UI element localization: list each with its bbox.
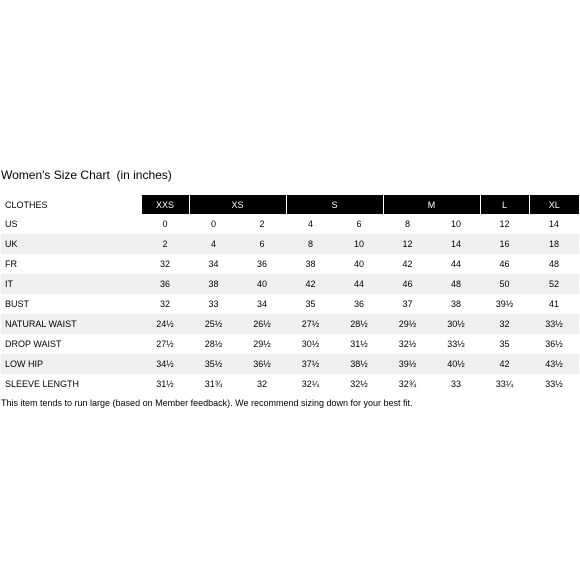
size-chart-table: [1, 195, 579, 394]
size-value-cell: 52: [529, 274, 579, 294]
size-value-cell: 10: [451, 219, 462, 229]
size-value-cell: 48: [549, 259, 560, 269]
size-value-cell: 24½: [141, 314, 189, 334]
size-value-cell: 36: [141, 274, 189, 294]
measurement-label: UK: [1, 234, 141, 254]
size-value-cell: 44: [451, 259, 462, 269]
size-value-cell: 33: [451, 379, 462, 389]
size-value-cell: 34: [257, 299, 268, 309]
size-value-cell: 46: [499, 259, 510, 269]
size-header-row: [1, 195, 579, 214]
size-value-cell: 10: [335, 234, 383, 254]
size-value-cell: 38: [451, 299, 462, 309]
size-value-cell: 39½: [495, 299, 514, 309]
table-row: [1, 314, 579, 334]
size-value-cell: 40: [354, 259, 365, 269]
size-value-cell: 4: [189, 234, 238, 254]
size-group-header: XS: [189, 195, 286, 214]
size-value-cell: 36: [354, 299, 365, 309]
size-value-cell: 31¾: [204, 379, 223, 389]
size-value-cell: 0: [210, 219, 216, 229]
table-row: [1, 374, 579, 394]
size-value-cell: 25½: [189, 314, 238, 334]
size-value-cell: 40½: [432, 354, 480, 374]
size-value-cell: 30½: [432, 314, 480, 334]
size-value-cell: 8: [405, 219, 411, 229]
size-value-cell: 4: [308, 219, 314, 229]
size-value-cell: 14: [432, 234, 480, 254]
size-value-cell: 32: [159, 259, 170, 269]
size-value-cell: 32½: [398, 339, 417, 349]
size-value-cell: 14: [549, 219, 560, 229]
size-value-cell: 33½: [447, 339, 465, 349]
size-value-cell: 34: [208, 259, 219, 269]
size-value-cell: 36½: [545, 339, 563, 349]
size-value-cell: 32¾: [398, 379, 417, 389]
size-value-cell: 46: [383, 274, 432, 294]
size-value-cell: 39½: [383, 354, 432, 374]
size-value-cell: 32: [257, 379, 268, 389]
measurement-label: FR: [5, 259, 17, 269]
table-row: [1, 214, 579, 234]
size-value-cell: 28½: [335, 314, 383, 334]
measurement-label: NATURAL WAIST: [1, 314, 141, 334]
size-value-cell: 27½: [156, 339, 174, 349]
size-value-cell: 8: [286, 234, 335, 254]
size-value-cell: 33: [208, 299, 219, 309]
size-value-cell: 41: [549, 299, 560, 309]
table-row: [1, 334, 579, 354]
size-value-cell: 2: [141, 234, 189, 254]
size-value-cell: 36½: [238, 354, 286, 374]
size-value-cell: 2: [259, 219, 265, 229]
size-value-cell: 32¼: [301, 379, 320, 389]
size-group-header: XXS: [141, 195, 189, 214]
size-value-cell: 33¼: [495, 379, 514, 389]
size-value-cell: 6: [356, 219, 362, 229]
size-value-cell: 38: [305, 259, 316, 269]
size-value-cell: 12: [383, 234, 432, 254]
table-row: [1, 294, 579, 314]
table-row: [1, 234, 579, 254]
size-value-cell: 18: [529, 234, 579, 254]
size-value-cell: 44: [335, 274, 383, 294]
measurement-label: SLEEVE LENGTH: [5, 379, 80, 389]
size-value-cell: 32: [480, 314, 529, 334]
size-value-cell: 29½: [253, 339, 271, 349]
measurement-label: DROP WAIST: [5, 339, 62, 349]
size-group-header: XL: [529, 195, 579, 214]
size-value-cell: 38: [189, 274, 238, 294]
size-group-header: S: [286, 195, 383, 214]
size-value-cell: 35½: [189, 354, 238, 374]
size-value-cell: 38½: [335, 354, 383, 374]
size-value-cell: 34½: [141, 354, 189, 374]
size-value-cell: 35: [499, 339, 510, 349]
size-value-cell: 27½: [286, 314, 335, 334]
size-value-cell: 50: [480, 274, 529, 294]
size-value-cell: 26½: [238, 314, 286, 334]
size-value-cell: 32: [159, 299, 170, 309]
size-value-cell: 28½: [204, 339, 223, 349]
table-row: [1, 354, 579, 374]
size-value-cell: 35: [305, 299, 316, 309]
size-value-cell: 0: [162, 219, 168, 229]
table-row: [1, 274, 579, 294]
size-value-cell: 42: [402, 259, 413, 269]
measurement-label: US: [5, 219, 18, 229]
size-value-cell: 16: [480, 234, 529, 254]
size-value-cell: 6: [238, 234, 286, 254]
size-value-cell: 48: [432, 274, 480, 294]
size-value-cell: 42: [286, 274, 335, 294]
size-value-cell: 32½: [350, 379, 368, 389]
measurement-label: BUST: [5, 299, 30, 309]
size-value-cell: 40: [238, 274, 286, 294]
clothes-header-label: CLOTHES: [1, 195, 141, 214]
size-group-header: M: [383, 195, 480, 214]
size-value-cell: 43½: [529, 354, 579, 374]
measurement-label: LOW HIP: [1, 354, 141, 374]
size-table-body: [1, 214, 579, 394]
size-group-header: L: [480, 195, 529, 214]
size-value-cell: 31½: [350, 339, 368, 349]
size-value-cell: 31½: [156, 379, 174, 389]
size-value-cell: 36: [257, 259, 268, 269]
measurement-label: IT: [1, 274, 141, 294]
size-value-cell: 37½: [286, 354, 335, 374]
size-value-cell: 30½: [301, 339, 320, 349]
size-value-cell: 12: [499, 219, 510, 229]
table-row: [1, 254, 579, 274]
size-value-cell: 29½: [383, 314, 432, 334]
fit-note: This item tends to run large (based on Member feedback). We recommend sizing down for your best fit.: [1, 398, 413, 408]
size-value-cell: 33½: [545, 379, 563, 389]
size-value-cell: 33½: [529, 314, 579, 334]
size-value-cell: 42: [480, 354, 529, 374]
chart-title: Women's Size Chart (in inches): [1, 168, 172, 182]
size-value-cell: 37: [402, 299, 413, 309]
